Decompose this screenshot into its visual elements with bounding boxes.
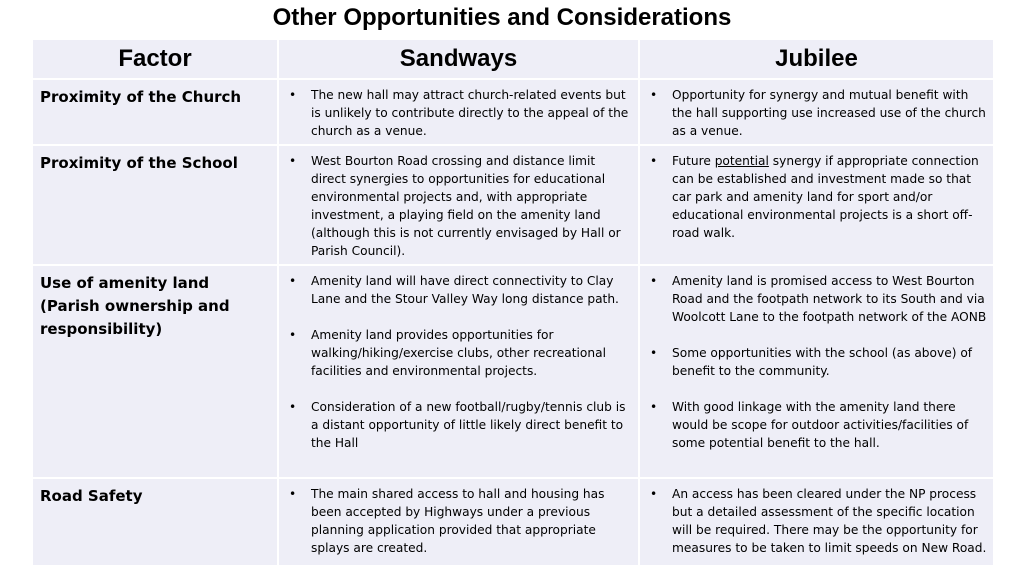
list-item: • An access has been cleared under the NP process but a detailed assessment of the specific location will be required. There may be the opportunity for measures to be taken to limit speeds on New Road. bbox=[650, 487, 987, 555]
factor-cell: Proximity of the Church bbox=[32, 79, 278, 145]
bullet-icon: • bbox=[289, 400, 297, 414]
sandways-cell bbox=[278, 478, 639, 566]
bullet-icon: • bbox=[650, 487, 658, 501]
jubilee-cell bbox=[639, 478, 994, 566]
table-header-row bbox=[32, 39, 994, 79]
list-item: • West Bourton Road crossing and distance limit direct synergies to opportunities for educational environmental projects and, with appropriate investment, a playing field on the amenity land (although this is not currently envisaged by Hall or Parish Council). bbox=[289, 154, 621, 258]
list-item: • Some opportunities with the school (as above) of benefit to the community. bbox=[650, 346, 973, 378]
list-item: • With good linkage with the amenity land there would be scope for outdoor activities/facilities of some potential benefit to the hall. bbox=[650, 400, 969, 450]
table-row bbox=[32, 478, 994, 566]
opportunities-table bbox=[31, 38, 995, 567]
list-item: • Opportunity for synergy and mutual benefit with the hall supporting use increased use of the church as a venue. bbox=[650, 88, 986, 138]
bullet-icon: • bbox=[289, 154, 297, 168]
list-item: • Amenity land provides opportunities for walking/hiking/exercise clubs, other recreational facilities and environmental projects. bbox=[289, 328, 606, 378]
factor-cell: Road Safety bbox=[32, 478, 278, 566]
header-jubilee: Jubilee bbox=[639, 39, 994, 79]
list-item: • Consideration of a new football/rugby/tennis club is a distant opportunity of little likely direct benefit to the Hall bbox=[289, 400, 626, 450]
list-item: • The main shared access to hall and housing has been accepted by Highways under a previous planning application provided that appropriate splays are created. bbox=[289, 487, 605, 555]
list-item: • Amenity land is promised access to West Bourton Road and the footpath network to its South and via Woolcott Lane to the footpath network of the AONB bbox=[650, 274, 987, 324]
jubilee-cell bbox=[639, 79, 994, 145]
header-factor: Factor bbox=[32, 39, 278, 79]
sandways-cell bbox=[278, 79, 639, 145]
bullet-icon: • bbox=[650, 346, 658, 360]
sandways-cell bbox=[278, 145, 639, 265]
bullet-icon: • bbox=[289, 88, 297, 102]
bullet-icon: • bbox=[650, 88, 658, 102]
list-item: • The new hall may attract church-related events but is unlikely to contribute directly to the appeal of the church as a venue. bbox=[289, 88, 629, 138]
factor-cell: Proximity of the School bbox=[32, 145, 278, 265]
bullet-icon: • bbox=[289, 274, 297, 288]
page-title: Other Opportunities and Considerations bbox=[272, 4, 732, 31]
table-row bbox=[32, 265, 994, 478]
header-sandways: Sandways bbox=[278, 39, 639, 79]
sandways-cell bbox=[278, 265, 639, 478]
bullet-icon: • bbox=[650, 400, 658, 414]
jubilee-cell bbox=[639, 145, 994, 265]
table-row bbox=[32, 145, 994, 265]
underlined-word: potential bbox=[714, 154, 769, 168]
jubilee-cell bbox=[639, 265, 994, 478]
table-row bbox=[32, 79, 994, 145]
bullet-icon: • bbox=[289, 328, 297, 342]
list-item: • Amenity land will have direct connectivity to Clay Lane and the Stour Valley Way long distance path. bbox=[289, 274, 619, 306]
bullet-icon: • bbox=[289, 487, 297, 501]
bullet-icon: • bbox=[650, 154, 658, 168]
list-item: • Future potential synergy if appropriate connection can be established and investment made so that car park and amenity land for sport and/or educational environmental projects is a short off-road walk. bbox=[650, 154, 979, 240]
factor-cell: Use of amenity land (Parish ownership and responsibility) bbox=[32, 265, 278, 478]
bullet-icon: • bbox=[650, 274, 658, 288]
